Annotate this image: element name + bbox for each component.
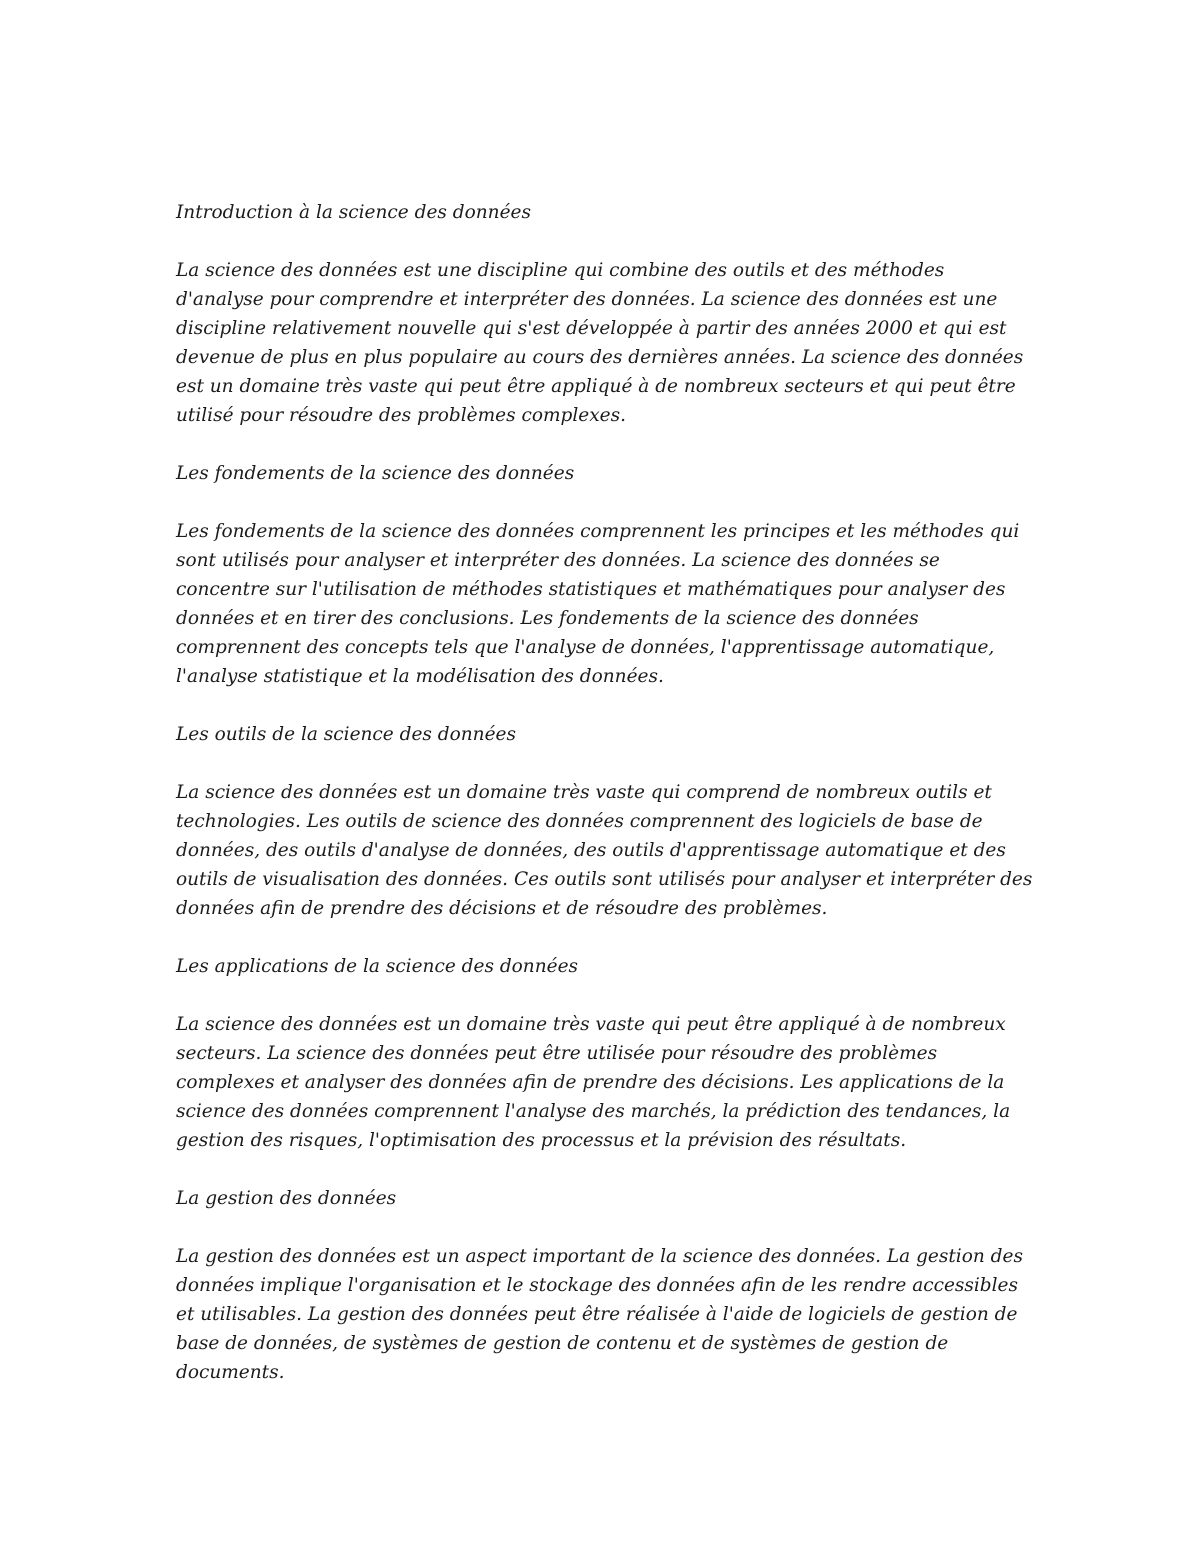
section-paragraph-fondements: Les fondements de la science des données comprennent les principes et les méthodes qui sont utilisés pour analyser et interpréter des données. La science des données se concentre sur l'utilisation de méthodes statistiques et mathématiques pour analyser des données et en tirer des conclusions. Les fondements de la science des données comprennent des concepts tels que l'analyse de données, l'apprentissage automatique, l'analyse statistique et la modélisation des données.	[176, 521, 1020, 687]
document-body	[176, 198, 1036, 1416]
section-paragraph-outils: La science des données est un domaine très vaste qui comprend de nombreux outils et technologies. Les outils de science des données comprennent des logiciels de base de données, des outils d'analyse de données, des outils d'apprentissage automatique et des outils de visualisation des données. Ces outils sont utilisés pour analyser et interpréter des données afin de prendre des décisions et de résoudre des problèmes.	[176, 782, 1033, 919]
section-paragraph-introduction: La science des données est une discipline qui combine des outils et des méthodes d'analyse pour comprendre et interpréter des données. La science des données est une discipline relativement nouvelle qui s'est développée à partir des années 2000 et qui est devenue de plus en plus populaire au cours des dernières années. La science des données est un domaine très vaste qui peut être appliqué à de nombreux secteurs et qui peut être utilisé pour résoudre des problèmes complexes.	[176, 260, 1024, 426]
section-heading-applications: Les applications de la science des données	[176, 956, 579, 977]
section-heading-outils: Les outils de la science des données	[176, 724, 516, 745]
section-paragraph-applications: La science des données est un domaine très vaste qui peut être appliqué à de nombreux secteurs. La science des données peut être utilisée pour résoudre des problèmes complexes et analyser des données afin de prendre des décisions. Les applications de la science des données comprennent l'analyse des marchés, la prédiction des tendances, la gestion des risques, l'optimisation des processus et la prévision des résultats.	[176, 1014, 1011, 1151]
section-heading-introduction: Introduction à la science des données	[176, 202, 531, 223]
section-heading-gestion: La gestion des données	[176, 1188, 397, 1209]
section-heading-fondements: Les fondements de la science des données	[176, 463, 575, 484]
section-paragraph-gestion: La gestion des données est un aspect important de la science des données. La gestion des données implique l'organisation et le stockage des données afin de les rendre accessibles et utilisables. La gestion des données peut être réalisée à l'aide de logiciels de gestion de base de données, de systèmes de gestion de contenu et de systèmes de gestion de documents.	[176, 1246, 1023, 1383]
